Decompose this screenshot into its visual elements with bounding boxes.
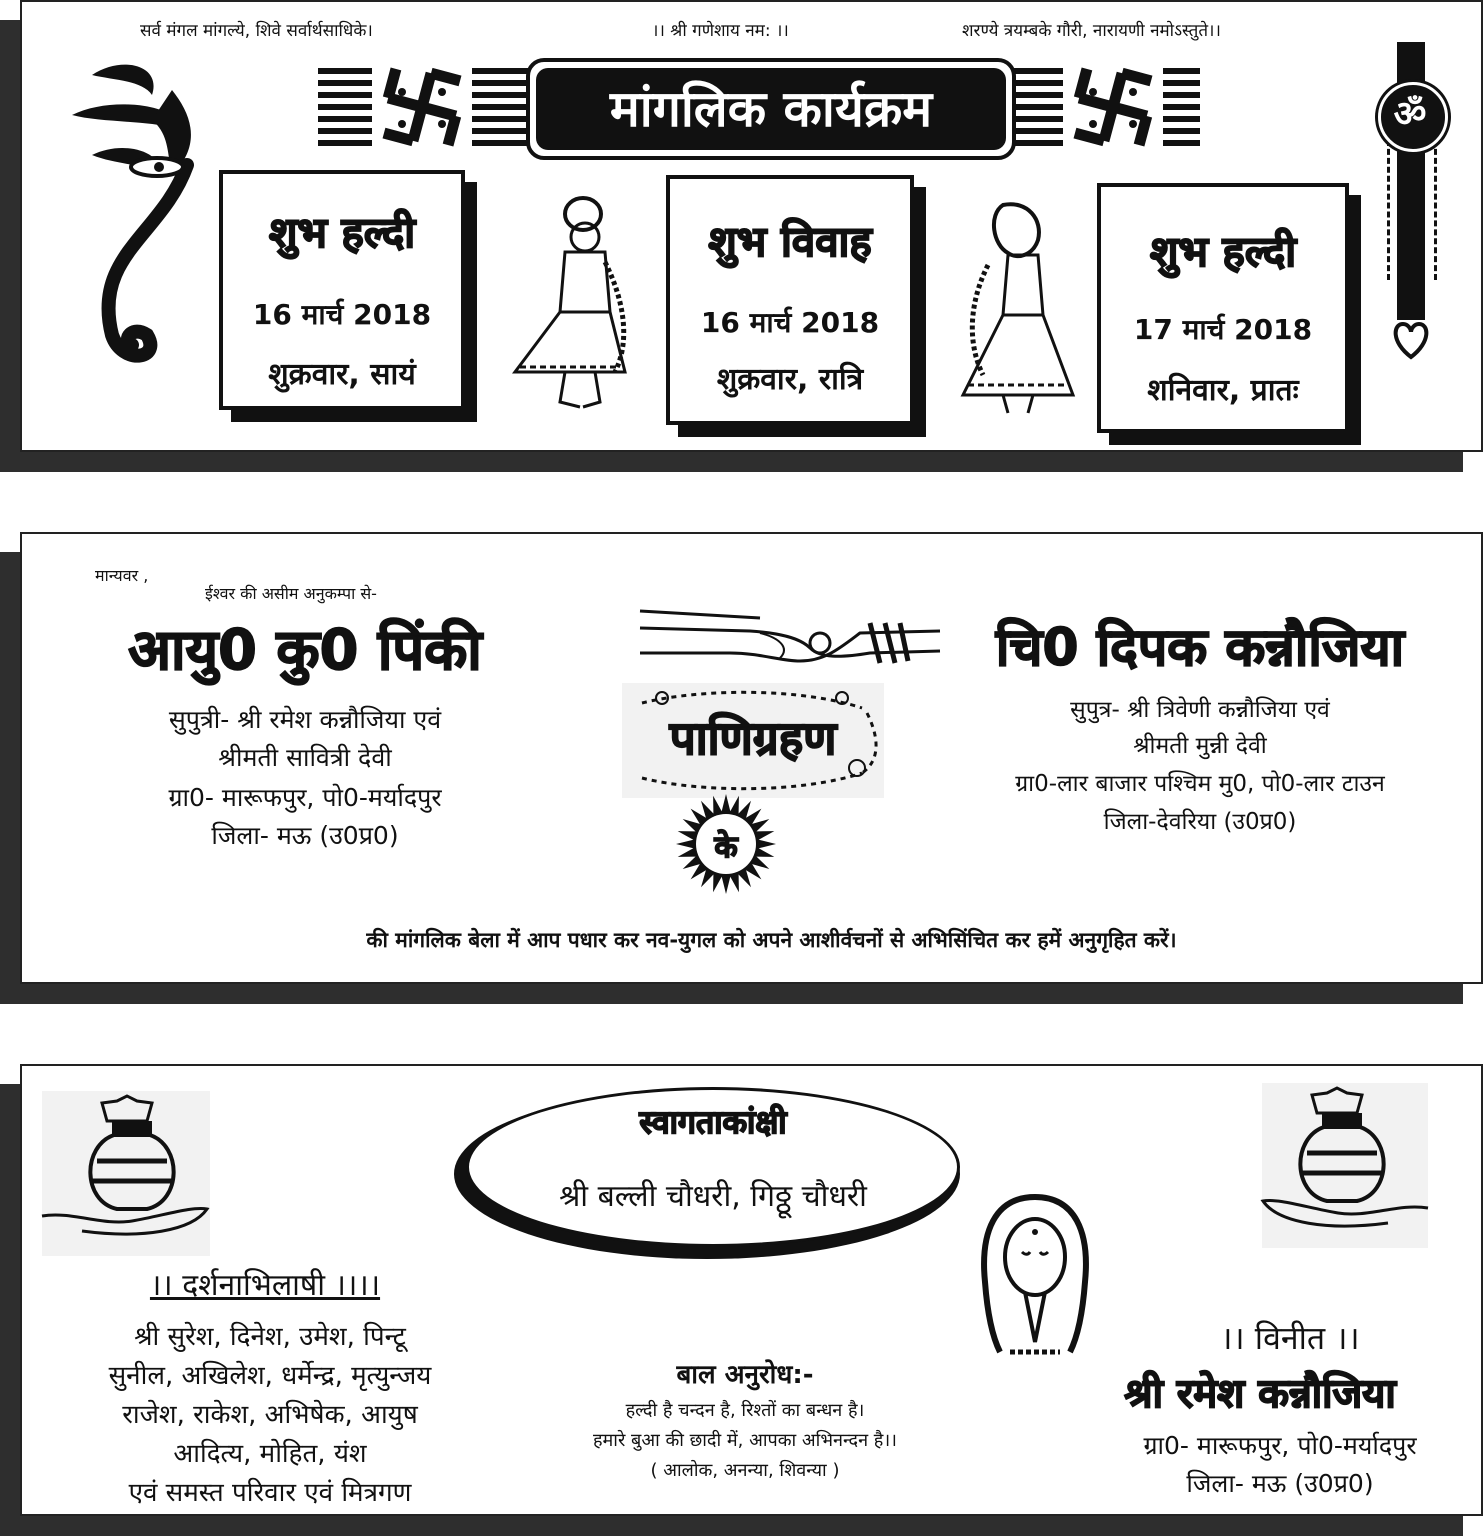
darshan-line: राजेश, राकेश, अभिषेक, आयुष <box>122 1400 418 1430</box>
darshan-title: ।। दर्शनाभिलाषी ।।।। <box>149 1268 381 1303</box>
swastika-right-icon <box>1063 62 1163 152</box>
darshan-line: एवं समस्त परिवार एवं मित्रगण <box>128 1478 412 1508</box>
groom-detail-line: ग्रा0-लार बाजार पश्चिम मु0, पो0-लार टाउन <box>1015 771 1385 797</box>
darshan-line: आदित्य, मोहित, यंश <box>173 1439 367 1469</box>
bride-detail-line: जिला- मऊ (उ0प्र0) <box>211 821 399 850</box>
shloka-right: शरण्ये त्रयम्बके गौरी, नारायणी नमोऽस्तुते।। <box>962 21 1221 41</box>
event-date: 17 मार्च 2018 <box>1133 313 1313 346</box>
groom-detail-line: श्रीमती मुन्नी देवी <box>1133 733 1267 759</box>
groom-detail-line: सुपुत्र- श्री त्रिवेणी कन्नौजिया एवं <box>1070 697 1330 723</box>
shloka-center: ।। श्री गणेशाय नम: ।। <box>652 21 789 41</box>
salutation: मान्यवर , <box>95 566 149 585</box>
om-icon: ॐ <box>1393 94 1427 135</box>
event-title: शुभ विवाह <box>708 217 872 266</box>
vinit-address-line: ग्रा0- मारूफपुर, पो0-मर्यादपुर <box>1143 1431 1417 1460</box>
event-title: शुभ हल्दी <box>268 208 416 257</box>
event-time: शुक्रवार, रात्रि <box>716 362 864 397</box>
event-date: 16 मार्च 2018 <box>700 306 880 339</box>
darshan-line: सुनील, अखिलेश, धर्मेन्द्र, मृत्युन्जय <box>108 1361 432 1391</box>
heart-pendant-icon <box>1391 312 1431 362</box>
om-dots-right <box>1434 140 1437 280</box>
bal-title: बाल अनुरोध:- <box>676 1360 814 1390</box>
groom-illustration-icon <box>505 192 635 417</box>
bride-name: आयु0 कु0 पिंकी <box>128 618 482 683</box>
groom-name: चि0 दिपक कन्नौजिया <box>995 618 1405 678</box>
kalash-right-icon <box>1262 1083 1428 1248</box>
vinit-address-line: जिला- मऊ (उ0प्र0) <box>1186 1469 1374 1498</box>
event-time: शनिवार, प्रातः <box>1147 373 1299 408</box>
bride-detail-line: श्रीमती सावित्री देवी <box>218 743 392 772</box>
namaste-lady-icon <box>980 1192 1090 1367</box>
ceremony-title: पाणिग्रहण <box>669 711 837 765</box>
event-date: 16 मार्च 2018 <box>252 298 432 331</box>
bal-line: हल्दी है चन्दन है, रिश्तों का बन्धन है। <box>625 1400 865 1421</box>
welcome-title: स्वागताकांक्षी <box>639 1103 787 1141</box>
ke-label: के <box>714 830 738 865</box>
darshan-line: श्री सुरेश, दिनेश, उमेश, पिन्टू <box>134 1322 406 1352</box>
kalash-left-icon <box>42 1091 210 1256</box>
bride-detail-line: सुपुत्री- श्री रमेश कन्नौजिया एवं <box>168 705 442 734</box>
groom-detail-line: जिला-देवरिया (उ0प्र0) <box>1103 809 1297 835</box>
vinit-title: ।। विनीत ।। <box>1220 1319 1360 1357</box>
bal-line: ( आलोक, अनन्या, शिवन्या ) <box>650 1460 840 1481</box>
bride-detail-line: ग्रा0- मारूफपुर, पो0-मर्यादपुर <box>168 783 442 812</box>
bride-illustration-icon <box>958 195 1078 420</box>
event-time: शुक्रवार, सायं <box>268 357 416 392</box>
welcome-names: श्री बल्ली चौधरी, गिठ्ठू चौधरी <box>559 1179 867 1214</box>
vinit-name: श्री रमेश कन्नौजिया <box>1124 1371 1396 1417</box>
swastika-left-icon <box>372 62 472 152</box>
page-title: मांगलिक कार्यक्रम <box>536 68 1006 150</box>
joined-hands-icon <box>640 603 940 673</box>
shloka-left: सर्व मंगल मांगल्ये, शिवे सर्वार्थसाधिके। <box>140 21 373 41</box>
blessing-line: ईश्वर की असीम अनुकम्पा से- <box>205 584 377 603</box>
bal-line: हमारे बुआ की छादी में, आपका अभिनन्दन है।। <box>592 1430 898 1451</box>
invitation-line: की मांगलिक बेला में आप पधार कर नव-युगल को अपने आशीर्वचनों से अभिसिंचित कर हमें अनुगृहित करें। <box>366 928 1177 952</box>
event-title: शुभ हल्दी <box>1149 227 1297 276</box>
om-dots-left <box>1387 140 1390 280</box>
